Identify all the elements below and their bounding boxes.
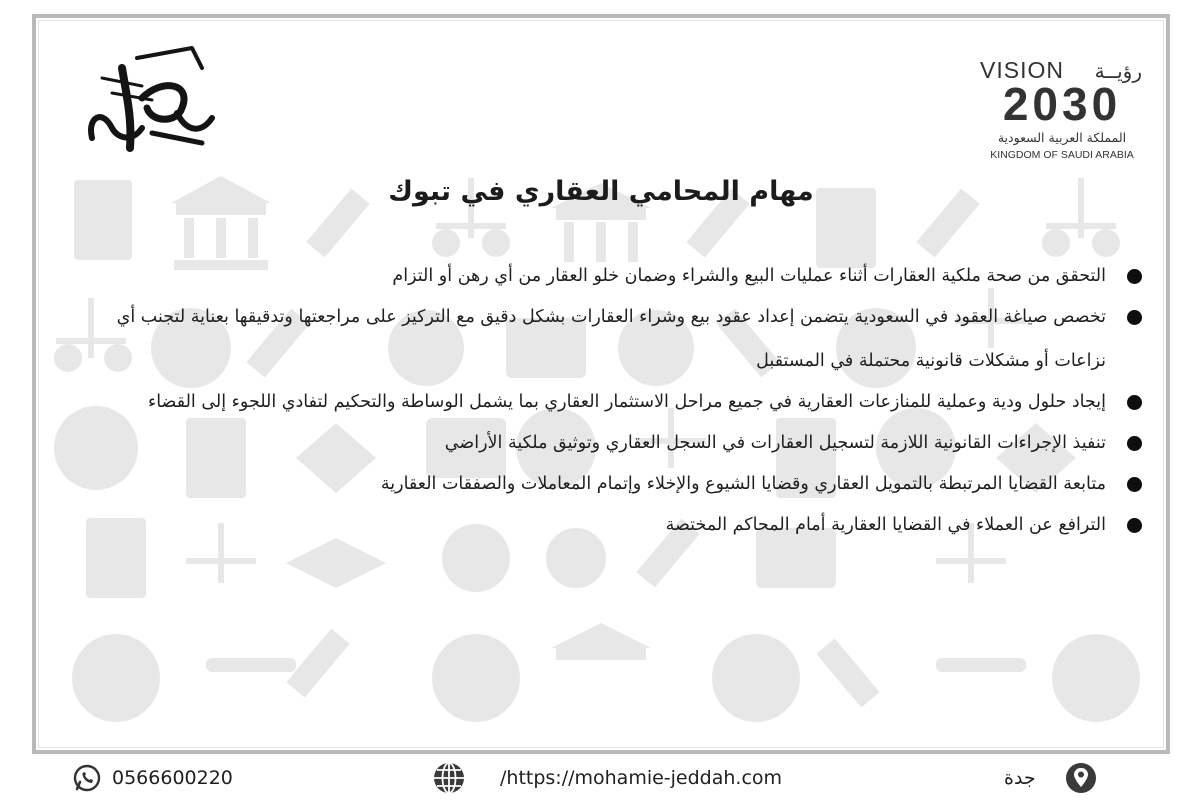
vision-en-text: VISION [980,57,1064,83]
list-item [106,295,1146,383]
page-title: مهام المحامي العقاري في تبوك [388,176,814,207]
vision-ar-text: رؤيــة [1094,59,1142,83]
task-text: تنفيذ الإجراءات القانونية اللازمة لتسجيل العقارات في السجل العقاري وتوثيق ملكية الأراضي [444,433,1106,453]
footer [0,760,1200,796]
vision-2030-logo [978,50,1148,162]
task-text: التحقق من صحة ملكية العقارات أثناء عمليات البيع والشراء وضمان خلو العقار من أي رهن أو التزام [392,266,1106,286]
list-item [106,462,1146,506]
list-item [106,254,1146,298]
tasks-list [106,254,1146,544]
calligraphy-logo [82,38,222,158]
vision-country-ar: المملكة العربية السعودية [997,130,1127,145]
whatsapp-icon [72,763,102,793]
vision-year-text: 2030 [1002,78,1122,130]
phone-text: 0566600220 [112,767,233,789]
city-text: جدة [1004,767,1036,789]
bullet-dot [1127,436,1142,451]
location-pin-icon [1064,761,1098,795]
bullet-dot [1127,310,1142,325]
vision-country-en: KINGDOM OF SAUDI ARABIA [990,149,1134,161]
website-text: /https://mohamie-jeddah.com [500,767,783,789]
task-text: الترافع عن العملاء في القضايا العقارية أمام المحاكم المختصة [665,515,1106,535]
task-text: تخصص صياغة العقود في السعودية يتضمن إعداد عقود بيع وشراء العقارات بشكل دقيق مع التركيز على مراجعتها وتدقيقها بعناية لتجنب أي نزاعات أو مشكلات قانونية محتملة في المستقبل [116,307,1106,371]
bullet-dot [1127,518,1142,533]
bullet-dot [1127,269,1142,284]
task-text: إيجاد حلول ودية وعملية للمنازعات العقارية في جميع مراحل الاستثمار العقاري بما يشمل الوساطة والتحكيم لتفادي اللجوء إلى القضاء [147,392,1106,412]
list-item [106,380,1146,424]
footer-city [1004,760,1098,796]
bullet-dot [1127,477,1142,492]
footer-phone[interactable] [72,760,233,796]
globe-icon [432,761,466,795]
task-text: متابعة القضايا المرتبطة بالتمويل العقاري وقضايا الشيوع والإخلاء وإتمام المعاملات والصفقات العقارية [380,474,1106,494]
bullet-dot [1127,395,1142,410]
list-item [106,421,1146,465]
content-frame [32,14,1170,754]
list-item [106,503,1146,547]
footer-website[interactable] [432,760,782,796]
